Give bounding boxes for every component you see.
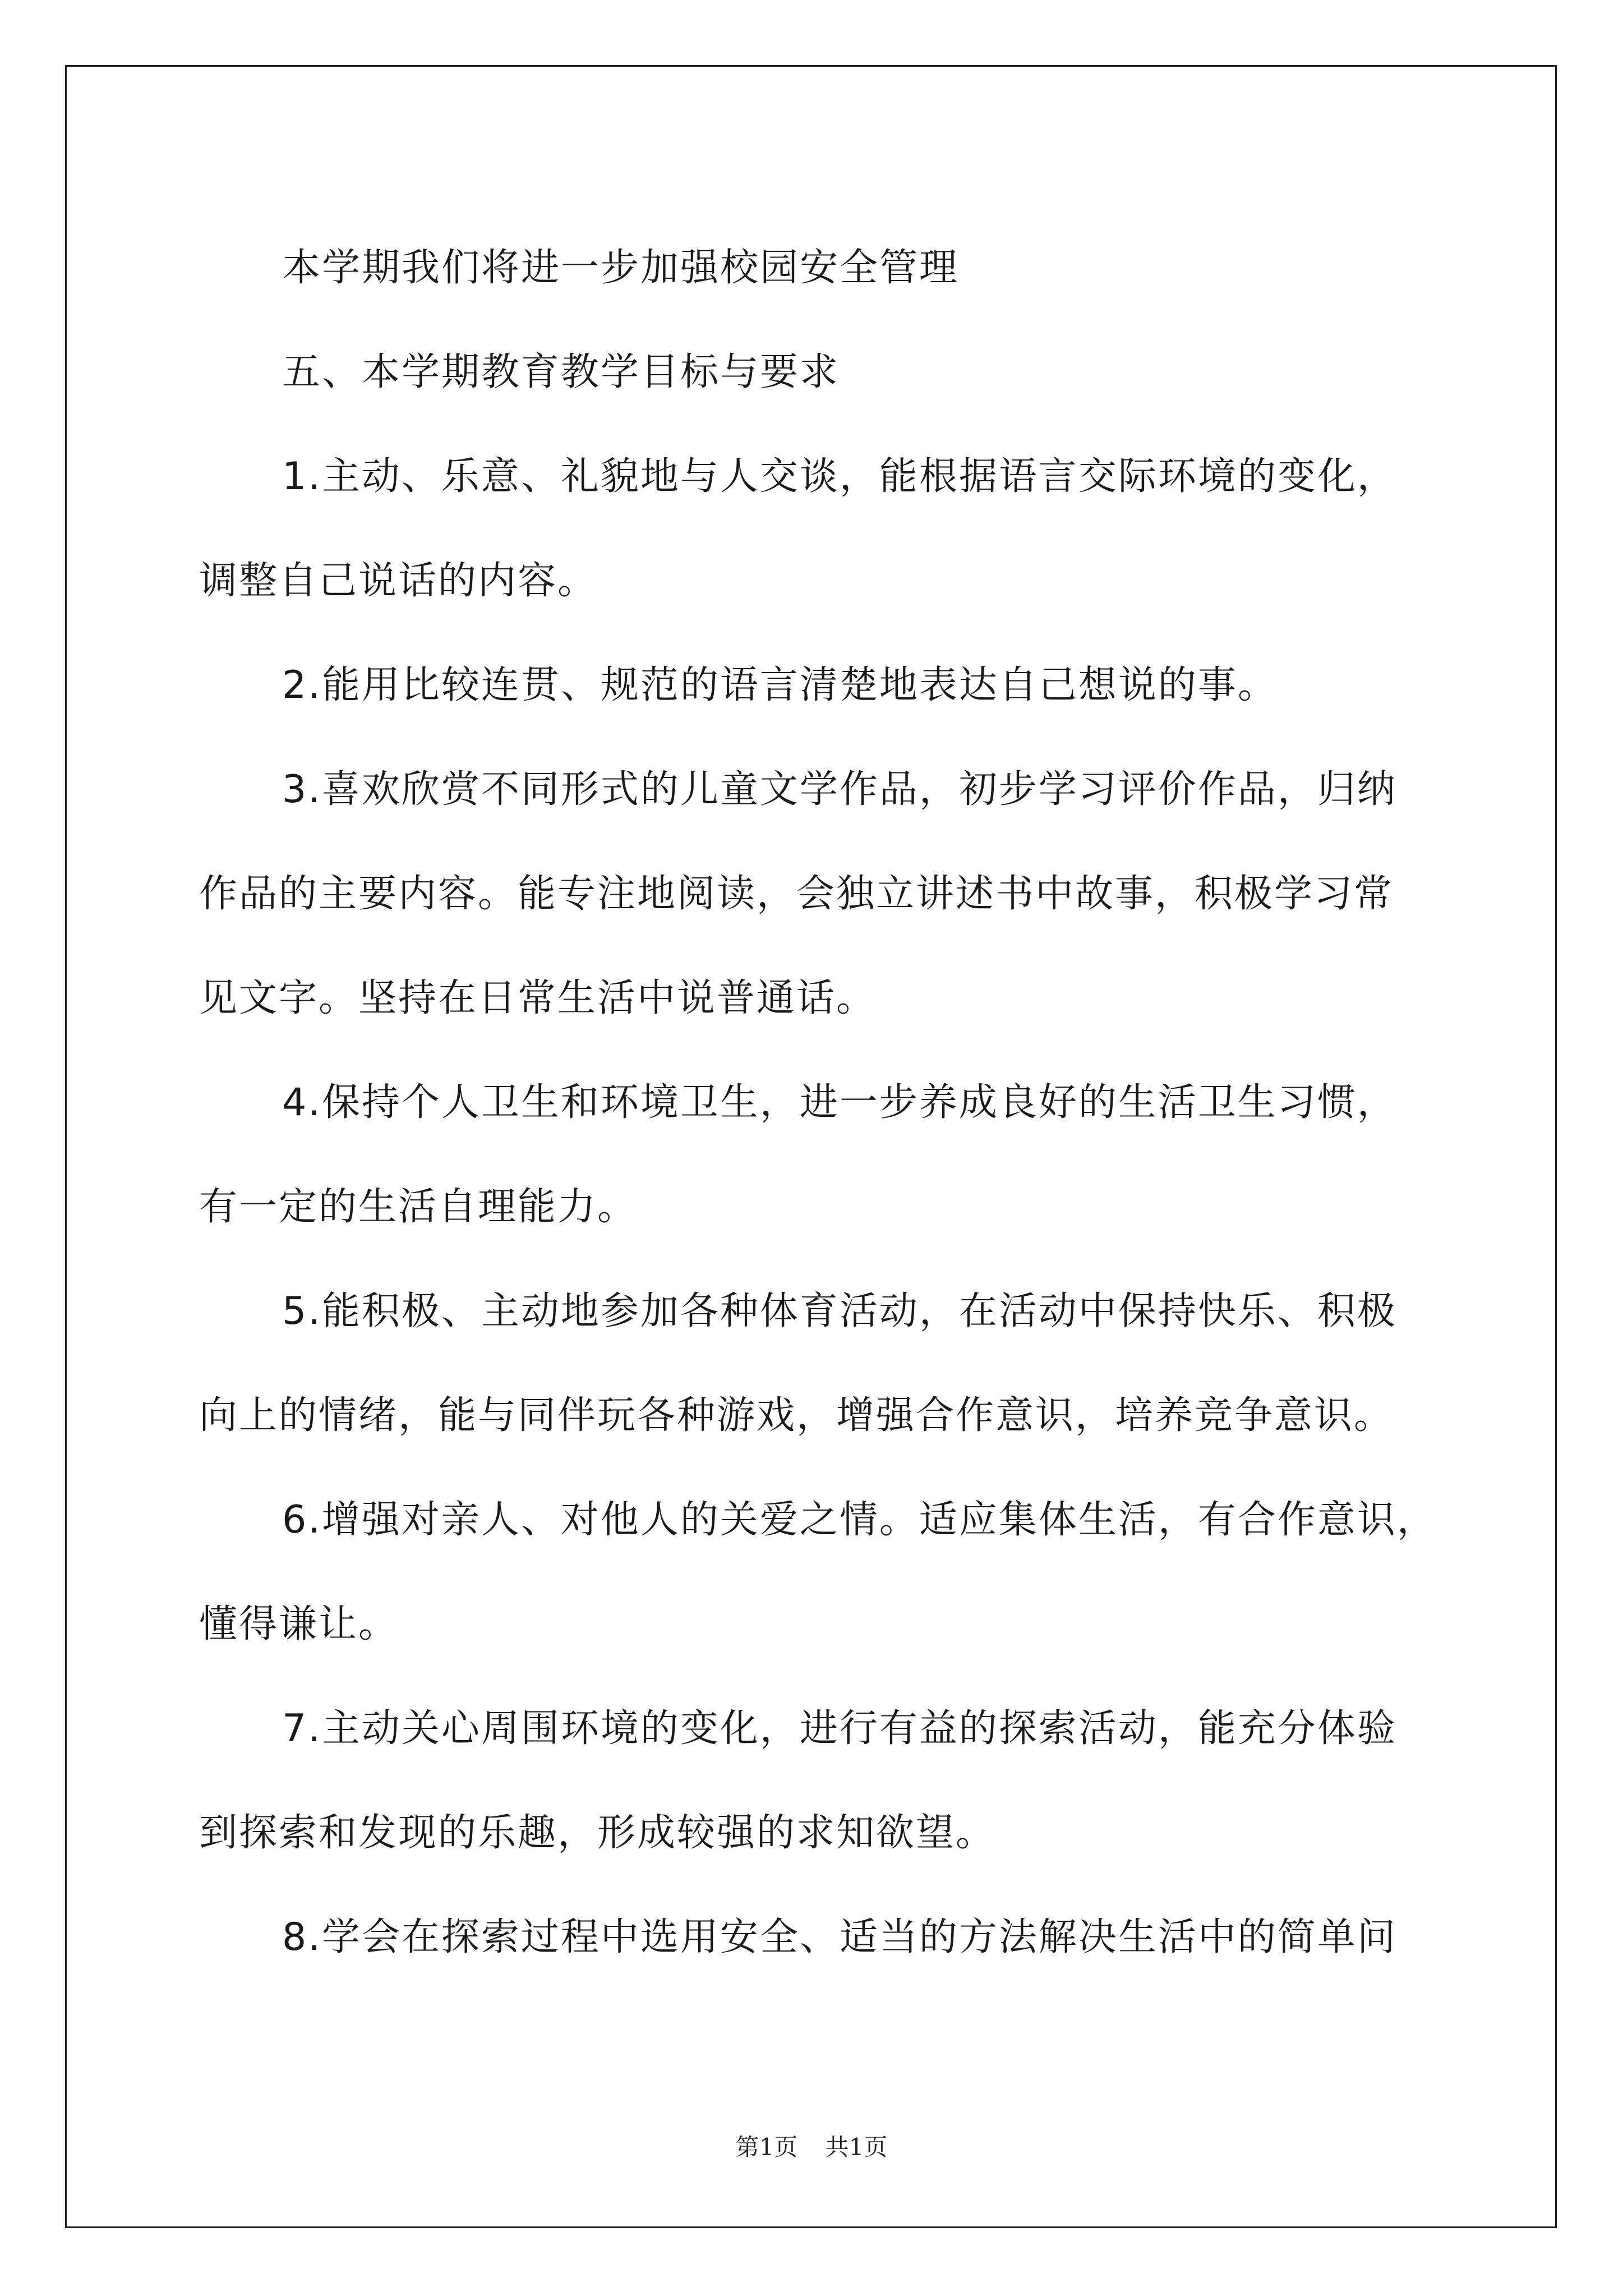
paragraph-line: 4.保持个人卫生和环境卫生，进一步养成良好的生活卫生习惯， (282, 1080, 1397, 1125)
goal-item-4 (199, 1051, 1467, 1259)
page-total: 共1页 (825, 2133, 888, 2161)
paragraph-line: 见文字。坚持在日常生活中说普通话。 (199, 976, 877, 1020)
goal-item-1 (199, 425, 1467, 633)
section-heading (199, 320, 1467, 425)
paragraph-line: 5.能积极、主动地参加各种体育活动，在活动中保持快乐、积极 (282, 1289, 1397, 1333)
page-number: 第1页 (735, 2133, 798, 2161)
paragraph-line: 到探索和发现的乐趣，形成较强的求知欲望。 (199, 1811, 996, 1855)
paragraph-line: 7.主动关心周围环境的变化，进行有益的探索活动，能充分体验 (282, 1706, 1397, 1751)
paragraph-line: 作品的主要内容。能专注地阅读，会独立讲述书中故事，积极学习常 (199, 872, 1394, 916)
paragraph-line: 6.增强对亲人、对他人的关爱之情。适应集体生活，有合作意识， (282, 1498, 1437, 1542)
goal-item-5 (199, 1259, 1467, 1468)
paragraph-line: 3.喜欢欣赏不同形式的儿童文学作品，初步学习评价作品，归纳 (282, 767, 1397, 812)
paragraph-line: 8.学会在探索过程中选用安全、适当的方法解决生活中的简单问 (282, 1915, 1397, 1959)
goal-item-8 (199, 1885, 1467, 1990)
paragraph-line: 懂得谦让。 (199, 1602, 399, 1646)
paragraph-line: 1.主动、乐意、礼貌地与人交谈，能根据语言交际环境的变化， (282, 454, 1397, 499)
goal-item-6 (199, 1468, 1467, 1677)
paragraph-line: 2.能用比较连贯、规范的语言清楚地表达自己想说的事。 (282, 663, 1278, 707)
paragraph-intro (199, 216, 1467, 320)
paragraph-line: 向上的情绪，能与同伴玩各种游戏，增强合作意识，培养竞争意识。 (199, 1393, 1394, 1438)
paragraph-line: 调整自己说话的内容。 (199, 559, 598, 603)
document-body (199, 216, 1467, 1990)
paragraph-line: 本学期我们将进一步加强校园安全管理 (282, 246, 960, 290)
goal-item-2 (199, 633, 1467, 738)
paragraph-line: 有一定的生活自理能力。 (199, 1185, 638, 1229)
paragraph-line: 五、本学期教育教学目标与要求 (282, 350, 840, 394)
goal-item-7 (199, 1677, 1467, 1885)
page-footer (0, 2129, 1623, 2162)
goal-item-3 (199, 738, 1467, 1051)
